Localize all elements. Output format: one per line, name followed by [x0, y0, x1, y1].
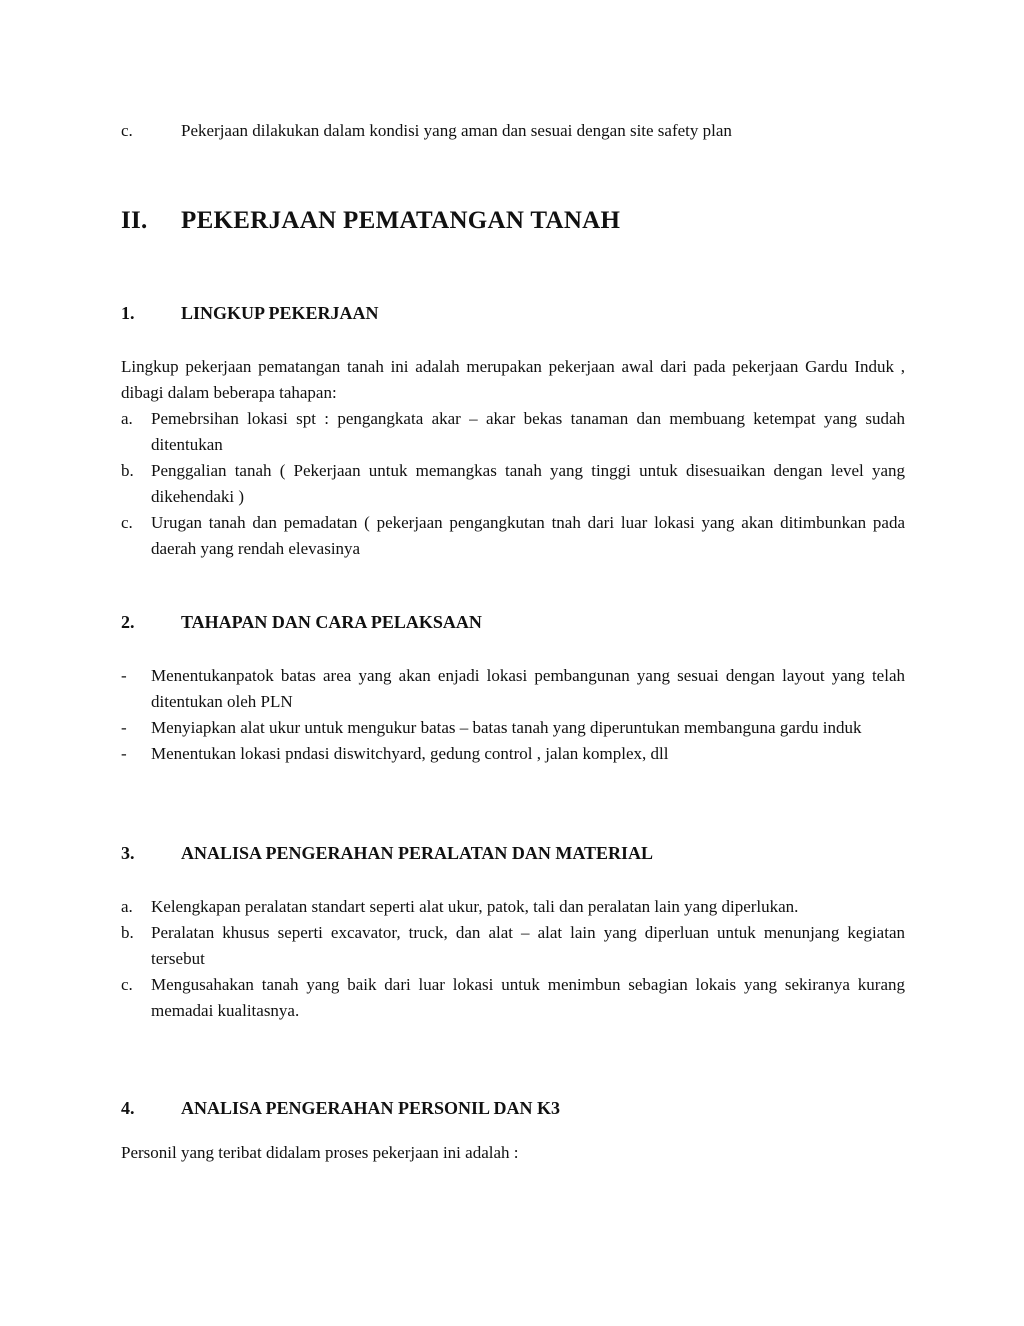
section-body [121, 894, 905, 1024]
section-number: 1. [121, 303, 135, 323]
list-marker: - [121, 666, 127, 685]
list-item [121, 894, 905, 920]
list-marker: a. [121, 409, 133, 428]
section-heading [121, 1098, 905, 1122]
list-item [121, 663, 905, 715]
list-item [121, 715, 905, 741]
chapter-heading [121, 207, 905, 239]
list-marker: a. [121, 897, 133, 916]
chapter-title: PEKERJAAN PEMATANGAN TANAH [181, 207, 621, 234]
list-marker: b. [121, 461, 134, 480]
list-item [121, 406, 905, 458]
list-item [121, 458, 905, 510]
section-body [121, 354, 905, 562]
section-list [121, 894, 905, 1024]
section-title: TAHAPAN DAN CARA PELAKSAAN [181, 612, 482, 632]
section-list [121, 663, 905, 767]
section-title: ANALISA PENGERAHAN PERSONIL DAN K3 [181, 1098, 561, 1118]
list-marker: c. [121, 975, 133, 994]
section-body [121, 663, 905, 767]
list-item [121, 510, 905, 562]
section-number: 2. [121, 612, 135, 632]
list-item [121, 920, 905, 972]
list-text: Menentukan lokasi pndasi diswitchyard, gedung control , jalan komplex, dll [151, 744, 669, 763]
list-text: Mengusahakan tanah yang baik dari luar lokasi untuk menimbun sebagian lokais yang sekiranya kurang memadai kualitasnya. [151, 975, 905, 1020]
section-title: LINGKUP PEKERJAAN [181, 303, 379, 323]
section-intro: Lingkup pekerjaan pematangan tanah ini adalah merupakan pekerjaan awal dari pada pekerjaan Gardu Induk , dibagi dalam beberapa tahapan: [121, 357, 905, 402]
chapter-number: II. [121, 207, 148, 234]
list-text: Kelengkapan peralatan standart seperti alat ukur, patok, tali dan peralatan lain yang diperlukan. [151, 897, 799, 916]
list-text: Penggalian tanah ( Pekerjaan untuk memangkas tanah yang tinggi untuk disesuaikan dengan level yang dikehendaki ) [151, 461, 905, 506]
section-list [121, 406, 905, 562]
list-text: Menentukanpatok batas area yang akan enjadi lokasi pembangunan yang sesuai dengan layout yang telah ditentukan oleh PLN [151, 666, 905, 711]
section-heading [121, 612, 905, 636]
list-text: Menyiapkan alat ukur untuk mengukur batas – batas tanah yang diperuntukan membanguna gardu induk [151, 718, 862, 737]
top-list-item [121, 121, 905, 145]
list-marker: c. [121, 121, 133, 140]
section-intro: Personil yang teribat didalam proses pekerjaan ini adalah : [121, 1143, 519, 1162]
list-text: Urugan tanah dan pemadatan ( pekerjaan pengangkutan tnah dari luar lokasi yang akan ditimbunkan pada daerah yang rendah elevasinya [151, 513, 905, 558]
list-text: Pemebrsihan lokasi spt : pengangkata akar – akar bekas tanaman dan membuang ketempat yang sudah ditentukan [151, 409, 905, 454]
list-item [121, 741, 905, 767]
section-number: 3. [121, 843, 135, 863]
section-heading [121, 303, 905, 327]
section-number: 4. [121, 1098, 135, 1118]
section-title: ANALISA PENGERAHAN PERALATAN DAN MATERIAL [181, 843, 654, 863]
section-body [121, 1140, 905, 1166]
list-text: Peralatan khusus seperti excavator, truck, dan alat – alat lain yang diperluan untuk menunjang kegiatan tersebut [151, 923, 905, 968]
list-marker: - [121, 718, 127, 737]
list-marker: b. [121, 923, 134, 942]
list-text: Pekerjaan dilakukan dalam kondisi yang aman dan sesuai dengan site safety plan [181, 121, 732, 140]
section-heading [121, 843, 905, 867]
list-marker: c. [121, 513, 133, 532]
list-item [121, 972, 905, 1024]
list-marker: - [121, 744, 127, 763]
